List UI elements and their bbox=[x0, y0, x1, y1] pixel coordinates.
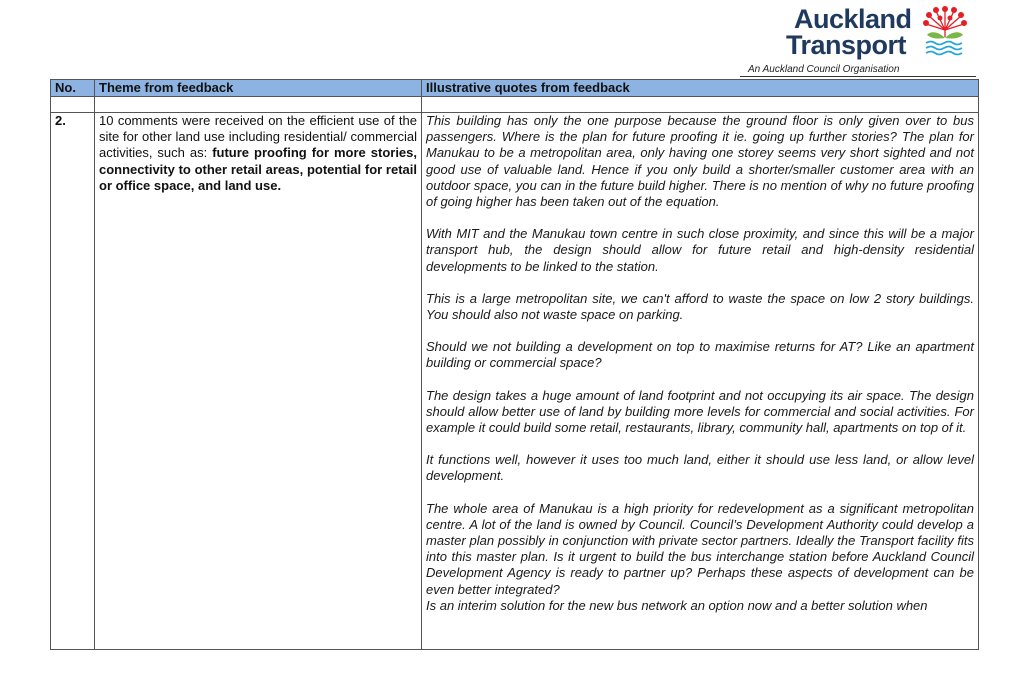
quote: This building has only the one purpose because the ground floor is only given over to bus passengers. Where is the plan for future proofing it ie. going up further stories? The plan for Manukau to be a metropolitan area, only having one storey seems very short sighted and not good use of valuable land. Hence if you only build a shorter/smaller customer area with an outdoor space, you can in the future build higher. There is no mention of why no future proofing of going higher has been taken out of the equation. bbox=[426, 113, 974, 210]
header-rule bbox=[740, 76, 976, 77]
auckland-transport-logo bbox=[740, 2, 980, 78]
header-no: No. bbox=[51, 80, 95, 97]
header-theme: Theme from feedback bbox=[95, 80, 422, 97]
quote: The whole area of Manukau is a high priority for redevelopment as a significant metropolitan centre. A lot of the land is owned by Council. Council’s Development Authority could develop a master plan possibly in conjunction with private sector partners. Ideally the Transport facility fits into this master plan. Is it urgent to build the bus interchange station before Auckland Council Development Agency is ready to partner up? Perhaps these aspects of development can be even better integrated? bbox=[426, 500, 974, 597]
table-spacer-row bbox=[51, 97, 979, 113]
quotes-cell bbox=[422, 113, 979, 650]
theme-highlight: future proofing for more stories, connectivity to other retail areas, potential for retail or office space, and land use. bbox=[99, 145, 418, 193]
quote: With MIT and the Manukau town centre in such close proximity, and since this will be a major transport hub, the design should allow for future retail and high-density residential developments to be linked to the station. bbox=[426, 226, 974, 274]
feedback-table bbox=[50, 79, 979, 650]
theme-cell bbox=[95, 113, 422, 650]
logo-tagline: An Auckland Council Organisation bbox=[748, 64, 900, 75]
quote: This is a large metropolitan site, we can't afford to waste the space on low 2 story buildings. You should also not waste space on parking. bbox=[426, 290, 974, 323]
spacer-cell bbox=[51, 97, 95, 113]
row-number: 2. bbox=[51, 113, 95, 650]
logo-text-auckland: Auckland bbox=[794, 4, 912, 34]
quote: Should we not building a development on top to maximise returns for AT? Like an apartment building or commercial space? bbox=[426, 339, 974, 371]
quote: Is an interim solution for the new bus network an option now and a better solution when bbox=[426, 597, 928, 613]
spacer-cell bbox=[95, 97, 422, 113]
header-quotes: Illustrative quotes from feedback bbox=[422, 80, 979, 97]
theme-text: 10 comments were received on the efficient use of the site for other land use including residential/ commercial activities, such as: bbox=[99, 113, 417, 161]
spacer-cell bbox=[422, 97, 979, 113]
table-header-row bbox=[51, 80, 979, 97]
pohutukawa-flower-icon bbox=[922, 4, 968, 58]
table-row bbox=[51, 113, 979, 650]
quote: The design takes a huge amount of land footprint and not occupying its air space. The design should allow better use of land by building more levels for commercial and social activities. For example it could build some retail, restaurants, library, community hall, apartments on top of it. bbox=[426, 387, 974, 436]
quote: It functions well, however it uses too much land, either it should use less land, or allow level development. bbox=[426, 452, 974, 484]
logo-text-transport: Transport bbox=[786, 30, 907, 60]
